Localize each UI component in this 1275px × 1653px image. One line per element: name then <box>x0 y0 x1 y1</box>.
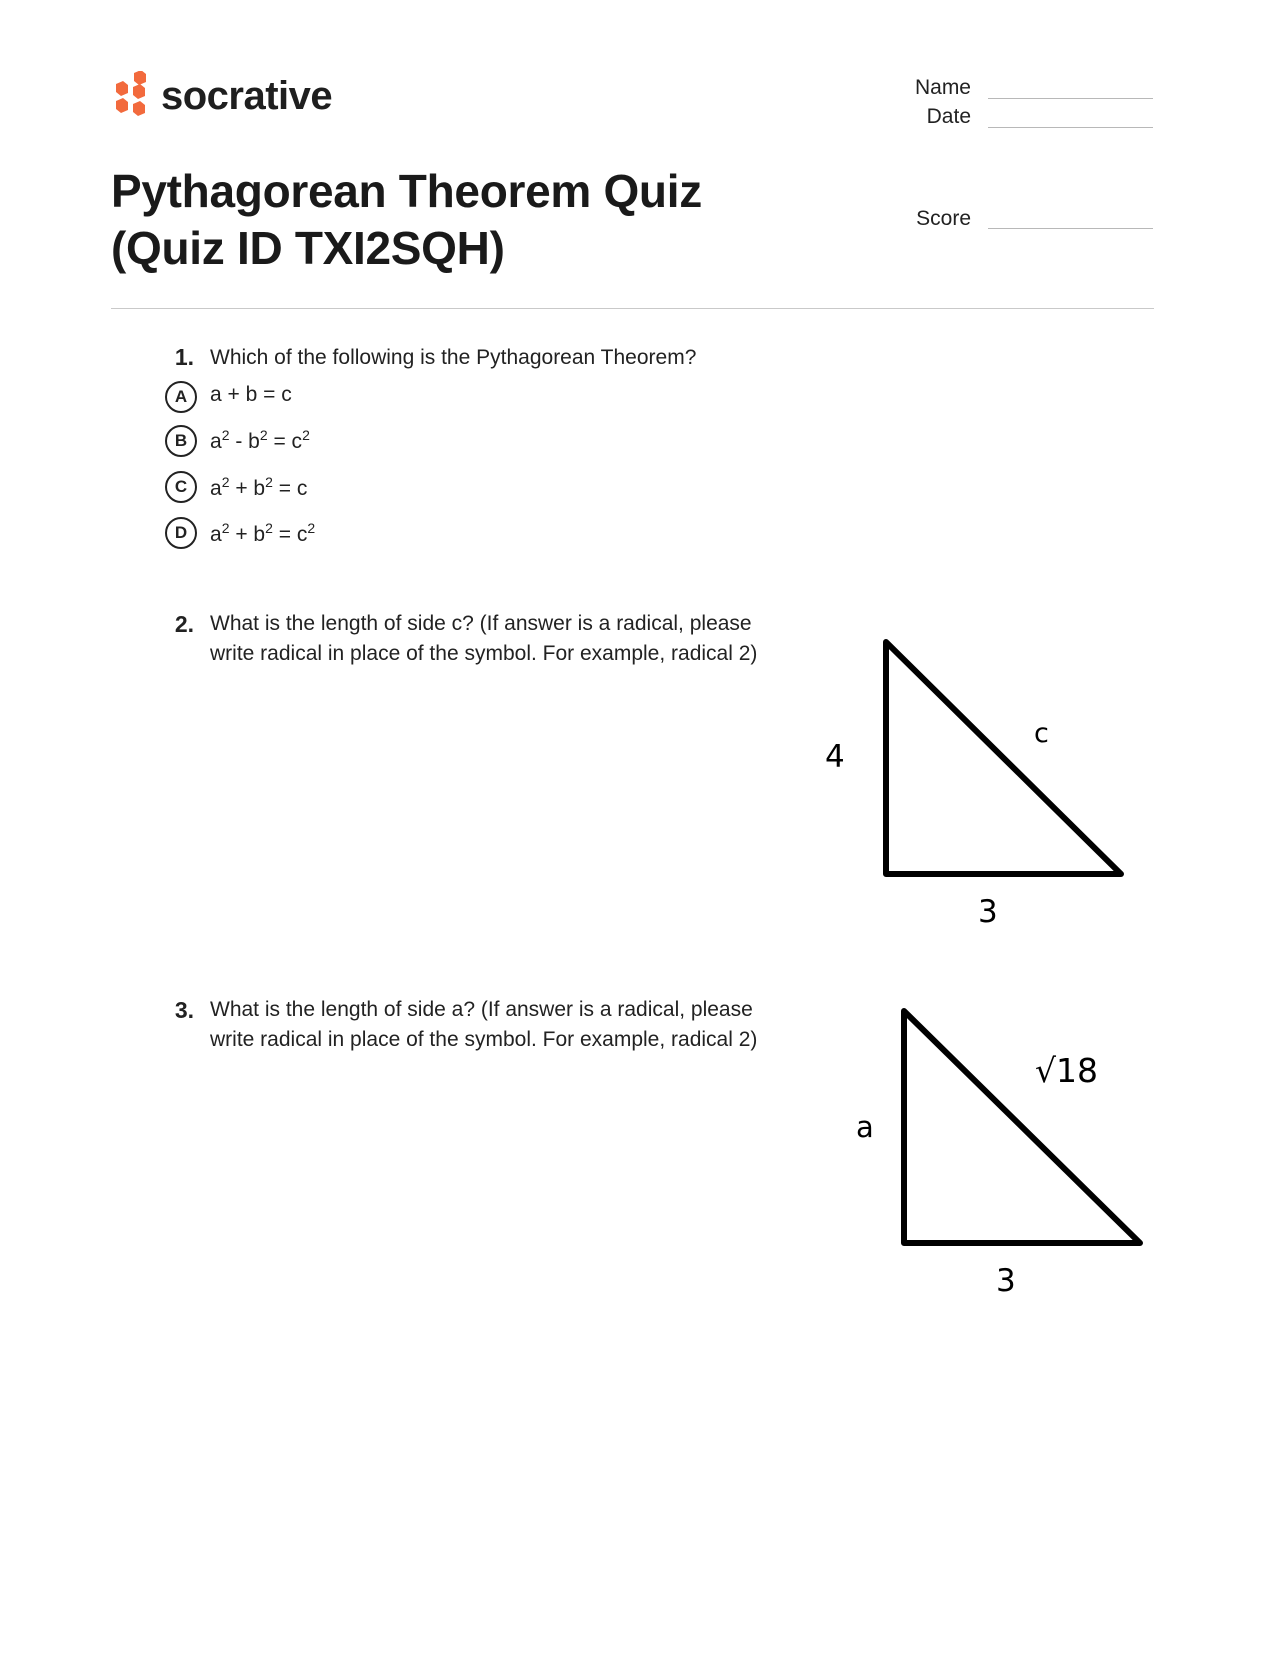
name-field[interactable] <box>988 98 1153 99</box>
title-line-1: Pythagorean Theorem Quiz <box>111 165 702 217</box>
logo-hex-3 <box>133 84 145 99</box>
choice-d-text <box>210 520 315 550</box>
choice-d-part: = c <box>272 523 308 546</box>
question-2-number: 2. <box>174 611 194 637</box>
base-side-label: 3 <box>996 1263 1016 1299</box>
logo-hex-1 <box>134 71 146 85</box>
choice-b-sup: 2 <box>221 427 230 443</box>
question-2-text-line-2: write radical in place of the symbol. For example, radical 2) <box>210 642 758 665</box>
choice-c-sup: 2 <box>265 474 273 490</box>
choice-c-part: = c <box>272 477 308 500</box>
choice-b-part: = c <box>267 430 303 453</box>
question-3-number: 3. <box>174 997 194 1023</box>
right-triangle <box>904 1011 1140 1243</box>
socrative-logo-icon <box>111 71 151 121</box>
choice-b-sup: 2 <box>302 427 310 443</box>
title-line-2: (Quiz ID TXI2SQH) <box>111 222 505 274</box>
header-divider <box>111 308 1154 309</box>
socrative-logo <box>111 71 351 125</box>
date-field[interactable] <box>988 127 1153 128</box>
vertical-side-label: a <box>856 1110 874 1144</box>
logo-hex-4 <box>116 98 128 113</box>
choice-a-circle[interactable]: A <box>165 381 197 413</box>
choice-d-part: a <box>210 523 222 546</box>
choice-d-sup: 2 <box>265 520 273 536</box>
question-1-text: Which of the following is the Pythagorean Theorem? <box>210 346 697 369</box>
choice-d-sup: 2 <box>307 520 316 536</box>
choice-a-part: a + b = c <box>210 383 292 406</box>
choice-d-sup: 2 <box>221 520 230 536</box>
question-3-text-line-2: write radical in place of the symbol. For example, radical 2) <box>210 1028 758 1051</box>
choice-d-part: + b <box>229 523 266 546</box>
base-side-label: 3 <box>978 894 998 930</box>
choice-c-circle[interactable]: C <box>165 471 197 503</box>
name-label: Name <box>914 76 971 99</box>
logo-hex-5 <box>133 101 145 116</box>
hypotenuse-label: √18 <box>1035 1051 1099 1090</box>
logo-hex-2 <box>116 81 128 96</box>
question-2-triangle-figure <box>800 620 1140 940</box>
choice-d-circle[interactable]: D <box>165 517 197 549</box>
question-1-number: 1. <box>174 344 194 370</box>
choice-a-text <box>210 380 292 410</box>
hypotenuse-label: c <box>1034 718 1049 749</box>
score-field[interactable] <box>988 228 1153 229</box>
question-2-text-line-1: What is the length of side c? (If answer is a radical, please <box>210 612 752 635</box>
choice-b-circle[interactable]: B <box>165 425 197 457</box>
page-title <box>111 163 871 277</box>
date-label: Date <box>926 105 971 128</box>
choice-b-sup: 2 <box>259 427 268 443</box>
choice-c-part: + b <box>229 477 266 500</box>
score-label: Score <box>916 207 971 230</box>
choice-c-part: a <box>210 477 222 500</box>
question-2-text <box>210 609 810 669</box>
choice-b-text <box>210 427 310 457</box>
choice-b-part: - b <box>229 430 260 453</box>
right-triangle <box>886 642 1121 874</box>
brand-name: socrative <box>161 74 333 118</box>
vertical-side-label: 4 <box>825 739 845 775</box>
question-3-text <box>210 995 810 1055</box>
choice-c-text <box>210 474 307 504</box>
choice-c-sup: 2 <box>221 474 230 490</box>
choice-b-part: a <box>210 430 222 453</box>
question-3-text-line-1: What is the length of side a? (If answer is a radical, please <box>210 998 753 1021</box>
question-3-triangle-figure <box>800 995 1150 1315</box>
